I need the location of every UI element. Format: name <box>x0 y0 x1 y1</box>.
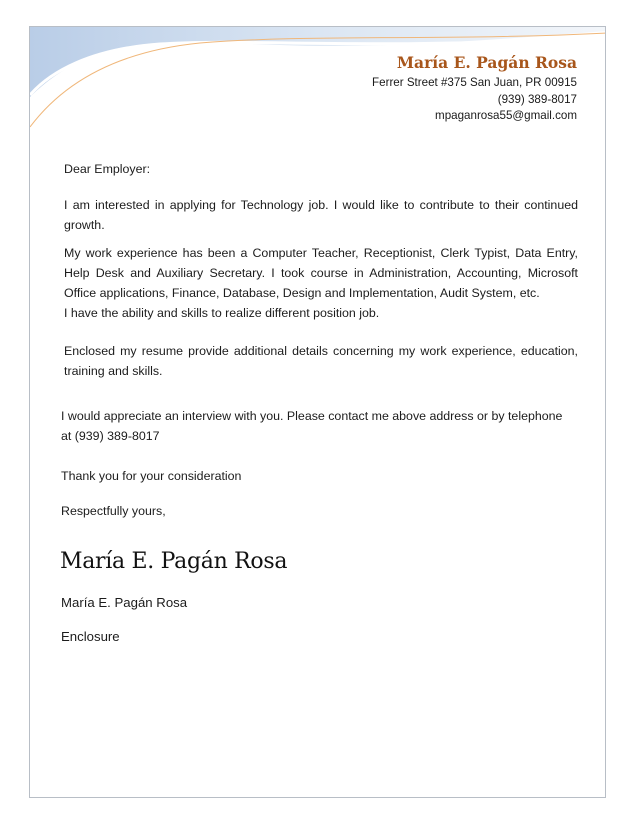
enclosure-note: Enclosure <box>61 629 120 644</box>
paragraph-ability: I have the ability and skills to realize different position job. <box>64 306 380 320</box>
closing-line: Respectfully yours, <box>61 504 166 518</box>
sender-email: mpaganrosa55@gmail.com <box>435 109 577 122</box>
paragraph-experience: My work experience has been a Computer Teacher, Receptionist, Clerk Typist, Data Entry, Help Desk and Auxiliary Secretary. I took course in Administration, Accounting, Microsoft Office applications, Finance, Database, Design and Implementation, Audit System, etc. <box>64 246 578 300</box>
salutation: Dear Employer: <box>64 162 151 176</box>
sender-name: María E. Pagán Rosa <box>396 53 577 72</box>
typed-name: María E. Pagán Rosa <box>61 595 188 610</box>
signature: María E. Pagán Rosa <box>60 549 288 574</box>
thanks-line: Thank you for your consideration <box>61 469 242 483</box>
paragraph-enclosed: Enclosed my resume provide additional details concerning my work experience, education, training and skills. <box>64 344 578 378</box>
sender-phone: (939) 389-8017 <box>497 92 577 106</box>
paragraph-intro: I am interested in applying for Technology job. I would like to contribute to their continued growth. <box>64 198 578 232</box>
sender-address: Ferrer Street #375 San Juan, PR 00915 <box>372 76 577 89</box>
paragraph-interview: I would appreciate an interview with you. Please contact me above address or by telephone at (939) 389-8017 <box>61 409 563 443</box>
sender-block <box>372 53 577 125</box>
letter-page <box>29 26 606 798</box>
